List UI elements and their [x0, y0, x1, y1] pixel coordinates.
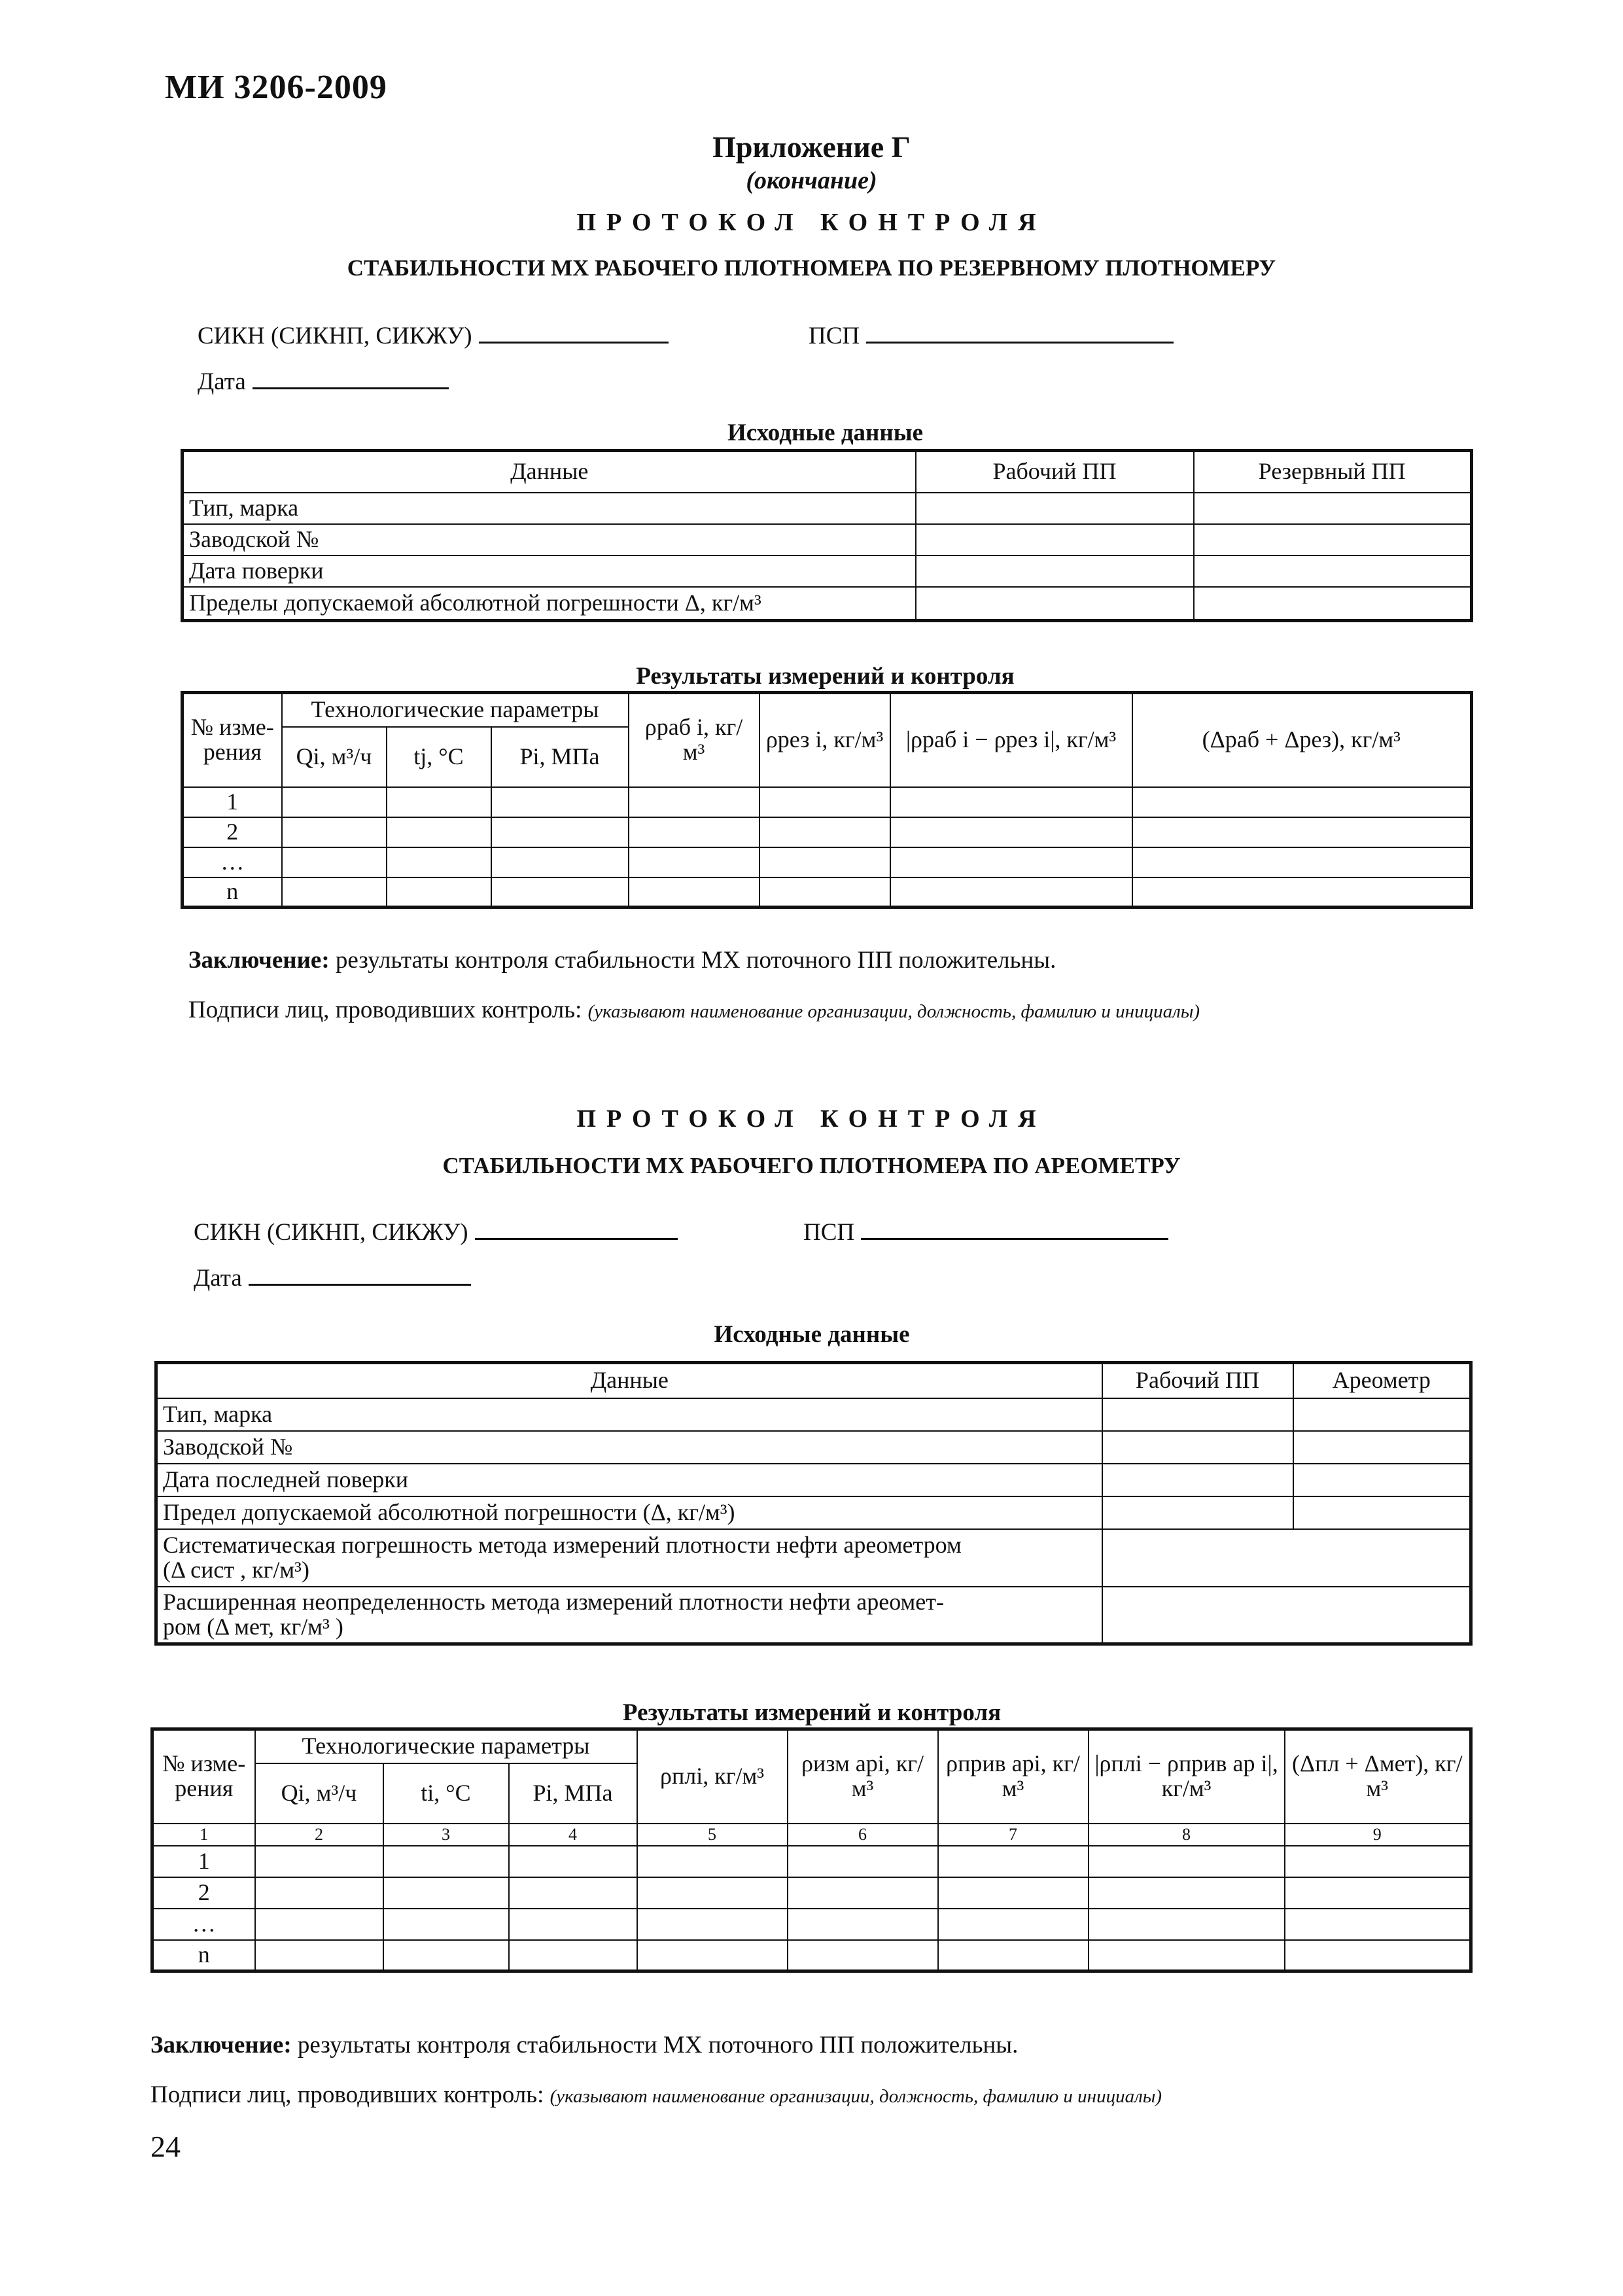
row-number: 2	[183, 817, 282, 847]
cell[interactable]	[1285, 1909, 1471, 1940]
row-number: n	[152, 1940, 255, 1971]
col-header-pressure: Pi, МПа	[509, 1763, 637, 1824]
cell[interactable]	[255, 1877, 383, 1909]
signatures-label: Подписи лиц, проводивших контроль:	[150, 2081, 544, 2108]
protocol1-subtitle: СТАБИЛЬНОСТИ МХ РАБОЧЕГО ПЛОТНОМЕРА ПО РЕЗЕРВНОМУ ПЛОТНОМЕРУ	[347, 255, 1276, 281]
cell[interactable]	[759, 817, 890, 847]
row-label-line: ром (Δ мет, кг/м³ )	[163, 1613, 343, 1640]
cell-working[interactable]	[916, 556, 1194, 587]
conclusion-label: Заключение:	[188, 947, 330, 974]
row-label: Дата поверки	[183, 556, 916, 587]
signatures-label: Подписи лиц, проводивших контроль:	[188, 997, 582, 1023]
cell[interactable]	[759, 787, 890, 817]
protocol1-conclusion	[188, 946, 1056, 974]
col-header-measurement-no: № изме-рения	[183, 693, 282, 787]
table-row	[152, 1909, 1471, 1940]
protocol1-psp-field	[809, 322, 1174, 350]
cell[interactable]	[509, 1909, 637, 1940]
cell-areometer[interactable]	[1293, 1431, 1471, 1464]
col-header-rho-izm: ρизм арi, кг/м³	[788, 1729, 938, 1824]
cell[interactable]	[938, 1877, 1089, 1909]
cell-reserve[interactable]	[1194, 524, 1472, 556]
sikn-blank-line	[475, 1218, 678, 1240]
cell[interactable]	[383, 1877, 509, 1909]
cell[interactable]	[509, 1846, 637, 1877]
cell[interactable]	[759, 877, 890, 908]
date-label: Дата	[198, 368, 246, 395]
column-number: 4	[509, 1824, 637, 1846]
cell[interactable]	[788, 1909, 938, 1940]
cell[interactable]	[637, 1940, 788, 1971]
cell[interactable]	[890, 787, 1132, 817]
table-header-row	[156, 1363, 1471, 1398]
row-label: Предел допускаемой абсолютной погрешности (Δ, кг/м³)	[156, 1496, 1102, 1529]
column-number: 6	[788, 1824, 938, 1846]
col-header-tech-params: Технологические параметры	[255, 1729, 637, 1763]
cell[interactable]	[282, 817, 387, 847]
cell-areometer[interactable]	[1293, 1496, 1471, 1529]
conclusion-text: результаты контроля стабильности МХ поточного ПП положительны.	[297, 2032, 1019, 2058]
psp-blank-line	[861, 1218, 1168, 1240]
cell[interactable]	[383, 1909, 509, 1940]
col-header-data: Данные	[156, 1363, 1102, 1398]
cell[interactable]	[938, 1940, 1089, 1971]
col-header-temperature: ti, °C	[383, 1763, 509, 1824]
cell[interactable]	[890, 847, 1132, 877]
protocol2-results-caption: Результаты измерений и контроля	[622, 1699, 1002, 1726]
col-header-rho-difference: |ρплi − ρприв ар i|, кг/м³	[1089, 1729, 1285, 1824]
protocol2-initial-table	[154, 1361, 1473, 1646]
column-number: 1	[152, 1824, 255, 1846]
cell-areometer[interactable]	[1293, 1464, 1471, 1496]
table-row	[183, 787, 1472, 817]
date-blank-line	[249, 1264, 471, 1286]
appendix-subtitle: (окончание)	[746, 167, 877, 194]
col-header-measurement-no: № изме-рения	[152, 1729, 255, 1824]
cell[interactable]	[282, 877, 387, 908]
table-row	[152, 1940, 1471, 1971]
table-row	[152, 1846, 1471, 1877]
row-label: Тип, марка	[156, 1398, 1102, 1431]
cell[interactable]	[491, 787, 629, 817]
cell[interactable]	[282, 787, 387, 817]
table-row	[183, 587, 1472, 621]
col-header-rho-difference: |ρраб i − ρрез i|, кг/м³	[890, 693, 1132, 787]
protocol2-subtitle: СТАБИЛЬНОСТИ МХ РАБОЧЕГО ПЛОТНОМЕРА ПО АРЕОМЕТРУ	[442, 1153, 1181, 1178]
row-number: 1	[183, 787, 282, 817]
cell[interactable]	[1132, 817, 1472, 847]
cell[interactable]	[1089, 1940, 1285, 1971]
cell[interactable]	[387, 847, 491, 877]
cell-working[interactable]	[1102, 1496, 1293, 1529]
date-label: Дата	[194, 1265, 242, 1292]
protocol1-title: ПРОТОКОЛ КОНТРОЛЯ	[576, 209, 1047, 236]
cell[interactable]	[255, 1909, 383, 1940]
cell[interactable]	[1089, 1846, 1285, 1877]
protocol1-signatures	[188, 996, 1200, 1024]
protocol2-signatures	[150, 2081, 1162, 2109]
protocol1-sikn-field	[198, 322, 669, 350]
sikn-label: СИКН (СИКНП, СИКЖУ)	[194, 1219, 468, 1246]
column-number: 3	[383, 1824, 509, 1846]
protocol1-initial-caption: Исходные данные	[727, 419, 923, 446]
table-row	[156, 1398, 1471, 1431]
cell[interactable]	[387, 877, 491, 908]
protocol2-date-field	[194, 1264, 471, 1292]
table-row	[183, 817, 1472, 847]
table-row	[183, 493, 1472, 524]
col-header-flow-rate: Qi, м³/ч	[255, 1763, 383, 1824]
cell[interactable]	[1132, 877, 1472, 908]
signatures-note: (указывают наименование организации, должность, фамилию и инициалы)	[587, 1001, 1200, 1022]
cell[interactable]	[491, 817, 629, 847]
protocol2-conclusion	[150, 2031, 1018, 2059]
protocol1-date-field	[198, 368, 449, 396]
row-label: Тип, марка	[183, 493, 916, 524]
col-header-rho-pl: ρплi, кг/м³	[637, 1729, 788, 1824]
cell[interactable]	[383, 1846, 509, 1877]
psp-label: ПСП	[809, 323, 860, 349]
cell[interactable]	[890, 877, 1132, 908]
cell[interactable]	[1089, 1909, 1285, 1940]
psp-label: ПСП	[803, 1219, 855, 1246]
table-row	[156, 1529, 1471, 1587]
col-header-tech-params: Технологические параметры	[282, 693, 629, 727]
row-label-expanded-uncertainty	[156, 1587, 1102, 1644]
cell[interactable]	[637, 1877, 788, 1909]
row-label: Заводской №	[183, 524, 916, 556]
table-row	[152, 1877, 1471, 1909]
row-label-line: (Δ сист , кг/м³)	[163, 1556, 309, 1583]
row-label: Заводской №	[156, 1431, 1102, 1464]
row-label: Дата последней поверки	[156, 1464, 1102, 1496]
cell[interactable]	[383, 1940, 509, 1971]
table-row	[156, 1587, 1471, 1644]
sikn-blank-line	[479, 322, 669, 344]
cell[interactable]	[509, 1940, 637, 1971]
col-header-areometer: Ареометр	[1293, 1363, 1471, 1398]
sikn-label: СИКН (СИКНП, СИКЖУ)	[198, 323, 472, 349]
table-row	[156, 1464, 1471, 1496]
cell[interactable]	[387, 817, 491, 847]
cell[interactable]	[255, 1940, 383, 1971]
table-header-row	[183, 451, 1472, 493]
cell-working[interactable]	[916, 524, 1194, 556]
row-label-line: Расширенная неопределенность метода измерений плотности нефти ареомет-	[163, 1588, 944, 1615]
row-number: …	[152, 1909, 255, 1940]
table-row	[183, 524, 1472, 556]
col-header-reserve: Резервный ПП	[1194, 451, 1472, 493]
cell[interactable]	[629, 847, 759, 877]
table-row	[183, 877, 1472, 908]
row-label-systematic-error	[156, 1529, 1102, 1587]
col-header-data: Данные	[183, 451, 916, 493]
cell[interactable]	[759, 847, 890, 877]
col-header-pressure: Pi, МПа	[491, 727, 629, 787]
cell[interactable]	[629, 877, 759, 908]
cell-value[interactable]	[1102, 1529, 1471, 1587]
cell[interactable]	[1089, 1877, 1285, 1909]
table-row	[183, 556, 1472, 587]
cell[interactable]	[282, 847, 387, 877]
cell[interactable]	[255, 1846, 383, 1877]
col-header-delta-sum: (Δпл + Δмет), кг/м³	[1285, 1729, 1471, 1824]
cell[interactable]	[387, 787, 491, 817]
conclusion-text: результаты контроля стабильности МХ поточного ПП положительны.	[335, 947, 1056, 974]
protocol2-psp-field	[803, 1218, 1168, 1246]
cell-value[interactable]	[1102, 1587, 1471, 1644]
protocol2-results-table	[150, 1727, 1473, 1973]
cell[interactable]	[637, 1846, 788, 1877]
cell[interactable]	[629, 817, 759, 847]
protocol1-results-caption: Результаты измерений и контроля	[636, 663, 1015, 690]
cell-working[interactable]	[1102, 1398, 1293, 1431]
table-row	[156, 1431, 1471, 1464]
cell[interactable]	[629, 787, 759, 817]
row-number: n	[183, 877, 282, 908]
table-row	[156, 1496, 1471, 1529]
cell[interactable]	[1285, 1846, 1471, 1877]
cell[interactable]	[491, 877, 629, 908]
row-number: …	[183, 847, 282, 877]
row-label: Пределы допускаемой абсолютной погрешности Δ, кг/м³	[183, 587, 916, 621]
cell-working[interactable]	[916, 587, 1194, 621]
cell[interactable]	[788, 1877, 938, 1909]
col-header-working: Рабочий ПП	[916, 451, 1194, 493]
cell-reserve[interactable]	[1194, 587, 1472, 621]
cell[interactable]	[1132, 847, 1472, 877]
table-row	[183, 847, 1472, 877]
protocol2-initial-caption: Исходные данные	[714, 1321, 910, 1348]
cell[interactable]	[509, 1877, 637, 1909]
cell[interactable]	[890, 817, 1132, 847]
row-label-line: Систематическая погрешность метода измерений плотности нефти ареометром	[163, 1531, 962, 1558]
cell-working[interactable]	[1102, 1464, 1293, 1496]
cell[interactable]	[637, 1909, 788, 1940]
col-header-delta-sum: (Δраб + Δрез), кг/м³	[1132, 693, 1472, 787]
cell-reserve[interactable]	[1194, 493, 1472, 524]
col-header-working: Рабочий ПП	[1102, 1363, 1293, 1398]
column-number-row	[152, 1824, 1471, 1846]
col-header-temperature: tj, °C	[387, 727, 491, 787]
cell[interactable]	[938, 1909, 1089, 1940]
col-header-flow-rate: Qi, м³/ч	[282, 727, 387, 787]
cell-reserve[interactable]	[1194, 556, 1472, 587]
cell-working[interactable]	[916, 493, 1194, 524]
cell[interactable]	[491, 847, 629, 877]
psp-blank-line	[866, 322, 1174, 344]
cell[interactable]	[788, 1940, 938, 1971]
column-number: 7	[938, 1824, 1089, 1846]
col-header-rho-priv: ρприв арi, кг/м³	[938, 1729, 1089, 1824]
signatures-note: (указывают наименование организации, должность, фамилию и инициалы)	[550, 2086, 1162, 2107]
row-number: 2	[152, 1877, 255, 1909]
column-number: 8	[1089, 1824, 1285, 1846]
column-number: 5	[637, 1824, 788, 1846]
appendix-title: Приложение Г	[712, 130, 911, 164]
protocol1-initial-table	[181, 449, 1473, 622]
cell-working[interactable]	[1102, 1431, 1293, 1464]
date-blank-line	[253, 368, 449, 389]
cell[interactable]	[1285, 1877, 1471, 1909]
document-code: МИ 3206-2009	[165, 69, 387, 106]
row-number: 1	[152, 1846, 255, 1877]
column-number: 9	[1285, 1824, 1471, 1846]
page-number: 24	[150, 2130, 181, 2163]
col-header-rho-working: ρраб i, кг/м³	[629, 693, 759, 787]
col-header-rho-reserve: ρрез i, кг/м³	[759, 693, 890, 787]
column-number: 2	[255, 1824, 383, 1846]
protocol2-sikn-field	[194, 1218, 678, 1246]
cell[interactable]	[938, 1846, 1089, 1877]
cell[interactable]	[788, 1846, 938, 1877]
conclusion-label: Заключение:	[150, 2032, 292, 2058]
protocol2-title: ПРОТОКОЛ КОНТРОЛЯ	[576, 1105, 1047, 1133]
cell[interactable]	[1285, 1940, 1471, 1971]
cell-areometer[interactable]	[1293, 1398, 1471, 1431]
protocol1-results-table	[181, 691, 1473, 909]
cell[interactable]	[1132, 787, 1472, 817]
